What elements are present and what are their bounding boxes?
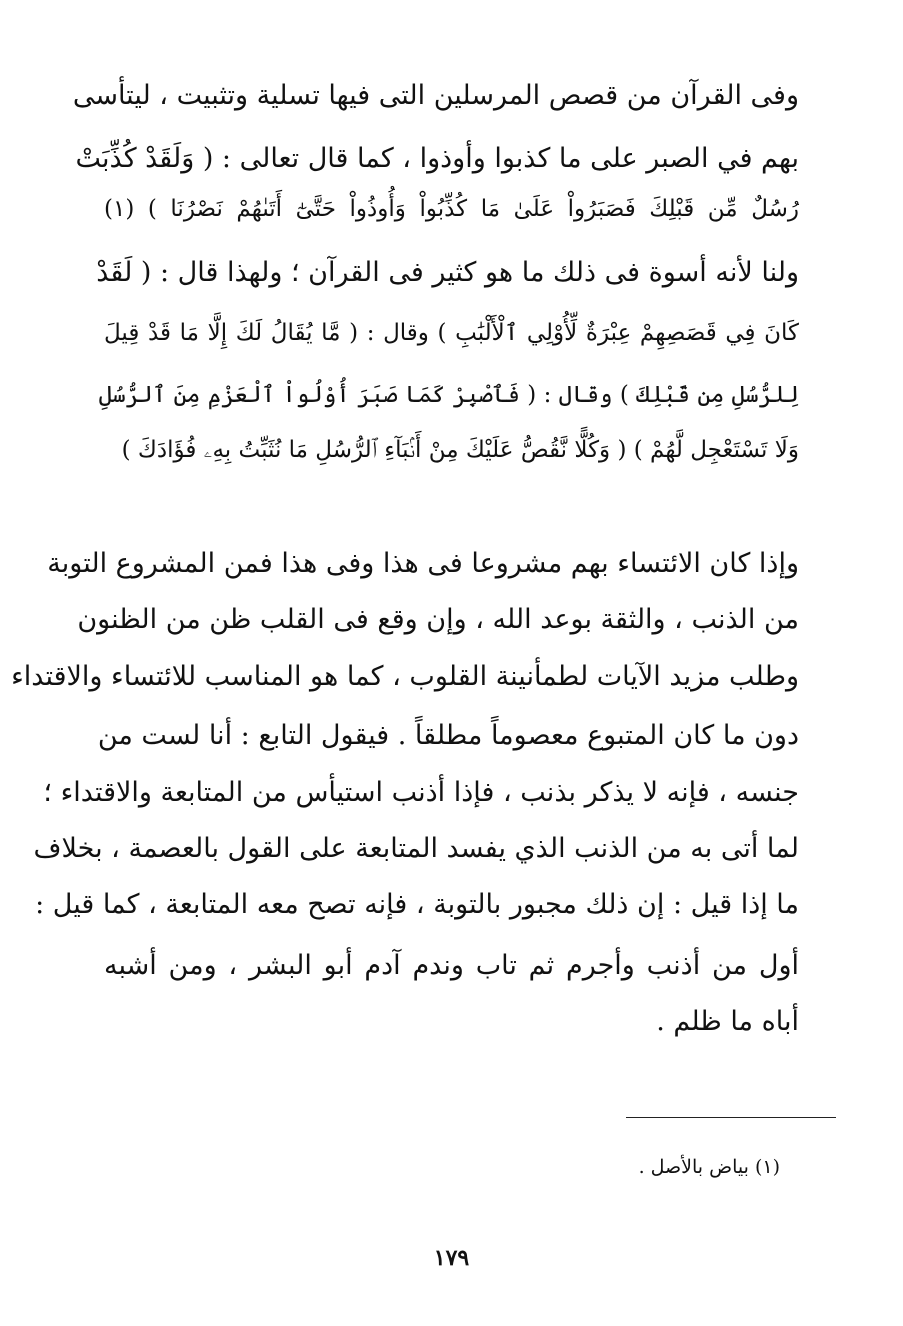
quran-verse-line: رُسُلٌ مِّن قَبْلِكَ فَصَبَرُواْ عَلَىٰ مَا كُذِّبُواْ وَأُوذُواْ حَتَّىٰٓ أَتَىٰهُمْ نَصْرُنَا ) (١) [104,196,799,222]
text-line: لما أتى به من الذنب الذي يفسد المتابعة على القول بالعصمة ، بخلاف [33,833,799,864]
text-line: أباه ما ظلم . [656,1006,799,1037]
text-line: أول من أذنب وأجرم ثم تاب وندم آدم أبو البشر ، ومن أشبه [104,950,799,981]
quran-verse-line: كَانَ فِي قَصَصِهِمْ عِبْرَةٌ لِّأُوْلِي ٱلْأَلْبَٰبِ ) وقال : ( مَّا يُقَالُ لَكَ إِلَّا مَا قَدْ قِيلَ [104,320,799,346]
text-line: وطلب مزيد الآيات لطمأنينة القلوب ، كما هو المناسب للائتساء والاقتداء [11,661,799,692]
text-line: وإذا كان الائتساء بهم مشروعا فى هذا وفى هذا فمن المشروع التوبة [47,548,799,579]
text-line: بهم في الصبر على ما كذبوا وأوذوا ، كما قال تعالى : ( وَلَقَدْ كُذِّبَتْ [75,143,799,174]
text-line: دون ما كان المتبوع معصوماً مطلقاً . فيقول التابع : أنا لست من [97,720,799,751]
text-line: ما إذا قيل : إن ذلك مجبور بالتوبة ، فإنه تصح معه المتابعة ، كما قيل : [35,889,799,920]
quran-verse-line: لِلرُّسُلِ مِن قَبْلِكَ ) وقال : ( فَٱصْبِرْ كَمَا صَبَرَ أُوْلُواْ ٱلْعَزْمِ مِنَ ٱلرُّسُلِ [98,382,799,408]
text-line: جنسه ، فإنه لا يذكر بذنب ، فإذا أذنب استيأس من المتابعة والاقتداء ؛ [43,777,799,808]
quran-verse-line: وَلَا تَسْتَعْجِل لَّهُمْ ) ( وَكُلًّا نَّقُصُّ عَلَيْكَ مِنْ أَنۢبَآءِ ٱلرُّسُلِ مَا نُثَبِّتُ بِهِۦ فُؤَادَكَ ) [121,437,799,463]
footnote: (١) بياض بالأصل . [638,1156,780,1178]
text-line: من الذنب ، والثقة بوعد الله ، وإن وقع فى القلب ظن من الظنون [77,604,799,635]
page-number: ١٧٩ [433,1245,470,1271]
footnote-divider [626,1117,836,1118]
text-line: ولنا لأنه أسوة فى ذلك ما هو كثير فى القرآن ؛ ولهذا قال : ( لَقَدْ [96,257,799,288]
text-line: وفى القرآن من قصص المرسلين التى فيها تسلية وتثبيت ، ليتأسى [72,80,799,111]
